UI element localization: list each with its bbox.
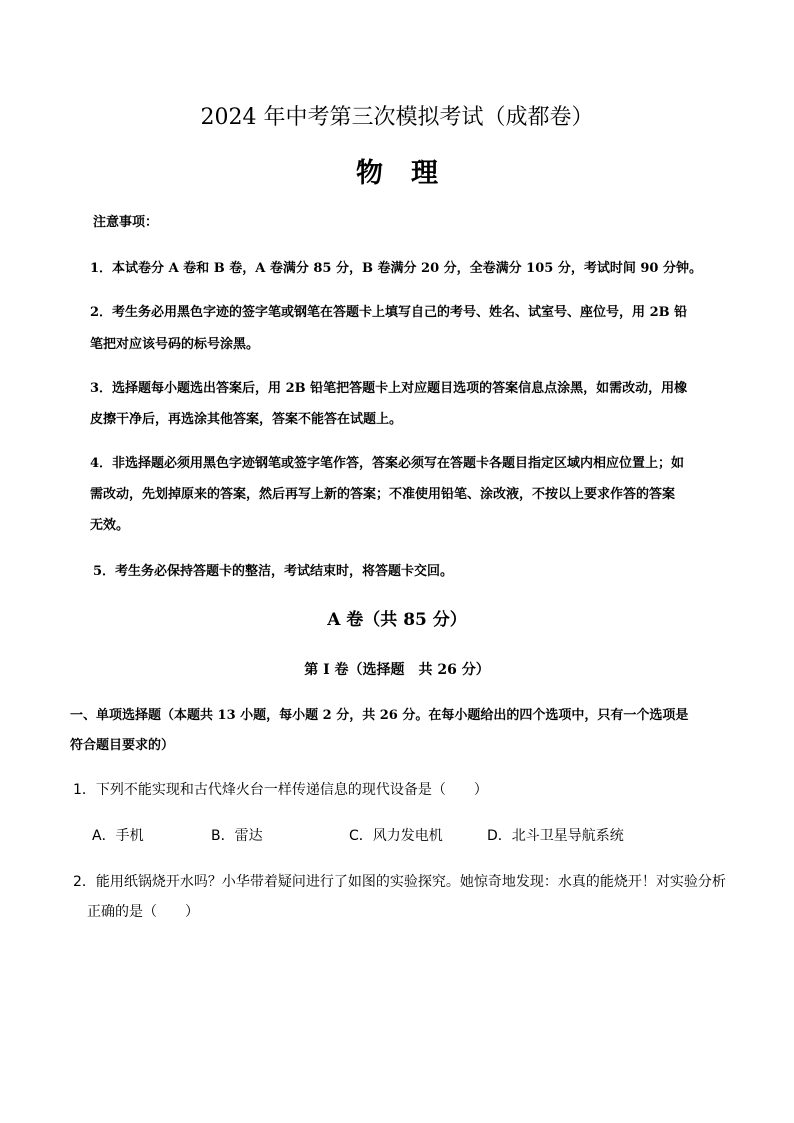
question-2-stem-line-1: 2．能用纸锅烧开水吗？小华带着疑问进行了如图的实验探究。她惊奇地发现：水真的能烧开！对实验分析	[73, 874, 726, 890]
part-one-instruction-line-1: 一、单项选择题（本题共 13 小题，每小题 2 分，共 26 分。在每小题给出的四个选项中，只有一个选项是	[70, 708, 689, 723]
notice-item-2-line-1: 2．考生务必用黑色字迹的签字笔或钢笔在答题卡上填写自己的考号、姓名、试室号、座位号，用 2B 铅	[90, 305, 688, 320]
notice-item-5: 5．考生务必保持答题卡的整洁，考试结束时，将答题卡交回。	[93, 564, 454, 579]
notice-item-4-line-3: 无效。	[90, 518, 130, 533]
notice-item-3-line-2: 皮擦干净后，再选涂其他答案，答案不能答在试题上。	[90, 412, 403, 427]
question-1-option-a: A．手机	[92, 828, 144, 844]
question-1-stem: 1．下列不能实现和古代烽火台一样传递信息的现代设备是（ ）	[73, 782, 488, 798]
notice-item-4-line-2: 需改动，先划掉原来的答案，然后再写上新的答案；不准使用铅笔、涂改液，不按以上要求作答的答案	[90, 487, 676, 502]
question-2-stem-line-2: 正确的是（ ）	[87, 904, 199, 920]
notice-item-3-line-1: 3．选择题每小题选出答案后，用 2B 铅笔把答题卡上对应题目选项的答案信息点涂黑，如需改动，用橡	[90, 381, 688, 396]
subject-title: 物理	[356, 158, 466, 189]
question-1-option-b: B．雷达	[211, 828, 263, 844]
notice-item-2-line-2: 笔把对应该号码的标号涂黑。	[90, 337, 260, 352]
notice-item-4-line-1: 4．非选择题必须用黑色字迹钢笔或签字笔作答，答案必须写在答题卡各题目指定区域内相应位置上；如	[90, 456, 685, 471]
notice-heading: 注意事项：	[93, 215, 159, 230]
question-1-option-d: D．北斗卫星导航系统	[487, 828, 624, 844]
paper-a-heading: A 卷（共 85 分）	[327, 610, 467, 630]
exam-title: 2024 年中考第三次模拟考试（成都卷）	[200, 105, 594, 130]
part-one-instruction-line-2: 符合题目要求的）	[70, 738, 175, 753]
question-1-option-c: C．风力发电机	[349, 828, 443, 844]
notice-item-1: 1．本试卷分 A 卷和 B 卷，A 卷满分 85 分，B 卷满分 20 分，全卷满分 105 分，考试时间 90 分钟。	[90, 261, 702, 276]
part-one-heading: 第 I 卷（选择题 共 26 分）	[304, 662, 490, 678]
